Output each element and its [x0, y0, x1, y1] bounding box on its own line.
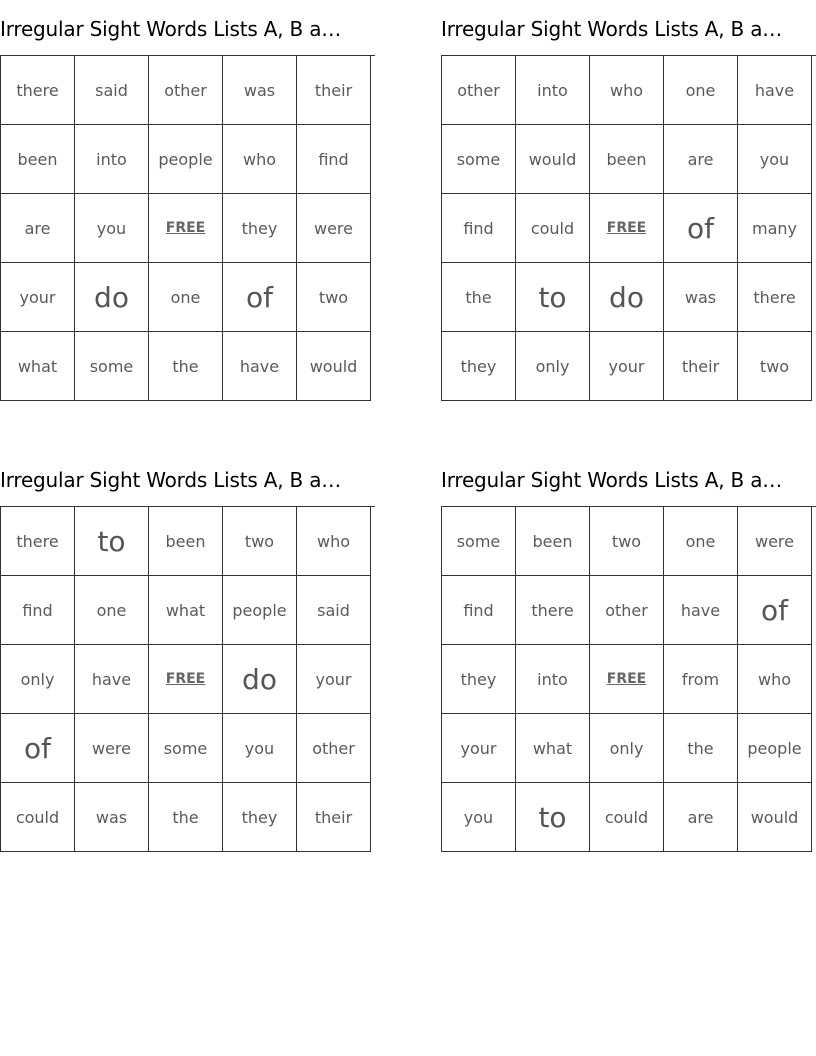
card-title: Irregular Sight Words Lists A, B a… — [0, 17, 342, 41]
word-cell: two — [223, 507, 297, 576]
word-cell: been — [1, 125, 75, 194]
word-cell: are — [664, 125, 738, 194]
word-cell: been — [516, 507, 590, 576]
word-cell: to — [75, 507, 149, 576]
word-cell: been — [149, 507, 223, 576]
word-cell: of — [664, 194, 738, 263]
card-title: Irregular Sight Words Lists A, B a… — [441, 468, 783, 492]
word-cell: only — [516, 332, 590, 401]
word-cell: was — [223, 56, 297, 125]
word-cell: you — [75, 194, 149, 263]
word-cell: have — [738, 56, 812, 125]
free-space: FREE — [590, 645, 664, 714]
word-cell: to — [516, 263, 590, 332]
word-cell: their — [664, 332, 738, 401]
free-space: FREE — [149, 645, 223, 714]
word-cell: your — [590, 332, 664, 401]
word-cell: people — [149, 125, 223, 194]
word-cell: was — [664, 263, 738, 332]
word-cell: find — [1, 576, 75, 645]
word-cell: they — [442, 645, 516, 714]
free-space: FREE — [590, 194, 664, 263]
word-cell: have — [223, 332, 297, 401]
word-cell: only — [1, 645, 75, 714]
word-cell: one — [664, 507, 738, 576]
word-cell: do — [75, 263, 149, 332]
bingo-grid — [0, 506, 375, 852]
bingo-grid — [0, 55, 375, 401]
word-cell: of — [738, 576, 812, 645]
word-cell: some — [149, 714, 223, 783]
word-cell: their — [297, 783, 371, 852]
free-space: FREE — [149, 194, 223, 263]
bingo-card-1 — [0, 14, 375, 401]
word-cell: people — [738, 714, 812, 783]
word-cell: find — [297, 125, 371, 194]
word-cell: some — [75, 332, 149, 401]
word-cell: could — [590, 783, 664, 852]
word-cell: other — [442, 56, 516, 125]
word-cell: one — [664, 56, 738, 125]
word-cell: from — [664, 645, 738, 714]
word-cell: are — [1, 194, 75, 263]
word-cell: what — [1, 332, 75, 401]
bingo-grid — [441, 55, 816, 401]
word-cell: to — [516, 783, 590, 852]
word-cell: who — [590, 56, 664, 125]
word-cell: said — [75, 56, 149, 125]
word-cell: into — [516, 645, 590, 714]
word-cell: one — [149, 263, 223, 332]
word-cell: they — [223, 194, 297, 263]
bingo-card-3 — [0, 465, 375, 852]
word-cell: who — [297, 507, 371, 576]
word-cell: do — [223, 645, 297, 714]
bingo-grid — [441, 506, 816, 852]
word-cell: their — [297, 56, 371, 125]
word-cell: there — [1, 56, 75, 125]
word-cell: were — [75, 714, 149, 783]
card-title: Irregular Sight Words Lists A, B a… — [441, 17, 783, 41]
word-cell: your — [297, 645, 371, 714]
word-cell: other — [590, 576, 664, 645]
word-cell: other — [297, 714, 371, 783]
word-cell: were — [297, 194, 371, 263]
word-cell: was — [75, 783, 149, 852]
word-cell: there — [1, 507, 75, 576]
word-cell: you — [223, 714, 297, 783]
word-cell: could — [516, 194, 590, 263]
word-cell: other — [149, 56, 223, 125]
word-cell: would — [516, 125, 590, 194]
word-cell: would — [297, 332, 371, 401]
word-cell: only — [590, 714, 664, 783]
word-cell: what — [149, 576, 223, 645]
word-cell: two — [590, 507, 664, 576]
word-cell: have — [75, 645, 149, 714]
word-cell: do — [590, 263, 664, 332]
word-cell: the — [149, 783, 223, 852]
word-cell: what — [516, 714, 590, 783]
word-cell: the — [664, 714, 738, 783]
word-cell: they — [442, 332, 516, 401]
word-cell: some — [442, 125, 516, 194]
bingo-card-4 — [441, 465, 816, 852]
word-cell: said — [297, 576, 371, 645]
card-title: Irregular Sight Words Lists A, B a… — [0, 468, 342, 492]
word-cell: your — [1, 263, 75, 332]
word-cell: who — [738, 645, 812, 714]
word-cell: could — [1, 783, 75, 852]
word-cell: have — [664, 576, 738, 645]
word-cell: would — [738, 783, 812, 852]
word-cell: who — [223, 125, 297, 194]
word-cell: one — [75, 576, 149, 645]
word-cell: the — [149, 332, 223, 401]
word-cell: into — [75, 125, 149, 194]
word-cell: your — [442, 714, 516, 783]
word-cell: some — [442, 507, 516, 576]
word-cell: many — [738, 194, 812, 263]
word-cell: there — [516, 576, 590, 645]
word-cell: you — [442, 783, 516, 852]
bingo-card-2 — [441, 14, 816, 401]
word-cell: of — [1, 714, 75, 783]
word-cell: there — [738, 263, 812, 332]
word-cell: the — [442, 263, 516, 332]
word-cell: into — [516, 56, 590, 125]
word-cell: of — [223, 263, 297, 332]
word-cell: they — [223, 783, 297, 852]
word-cell: people — [223, 576, 297, 645]
word-cell: find — [442, 194, 516, 263]
word-cell: you — [738, 125, 812, 194]
word-cell: two — [738, 332, 812, 401]
word-cell: find — [442, 576, 516, 645]
word-cell: were — [738, 507, 812, 576]
word-cell: are — [664, 783, 738, 852]
word-cell: two — [297, 263, 371, 332]
word-cell: been — [590, 125, 664, 194]
